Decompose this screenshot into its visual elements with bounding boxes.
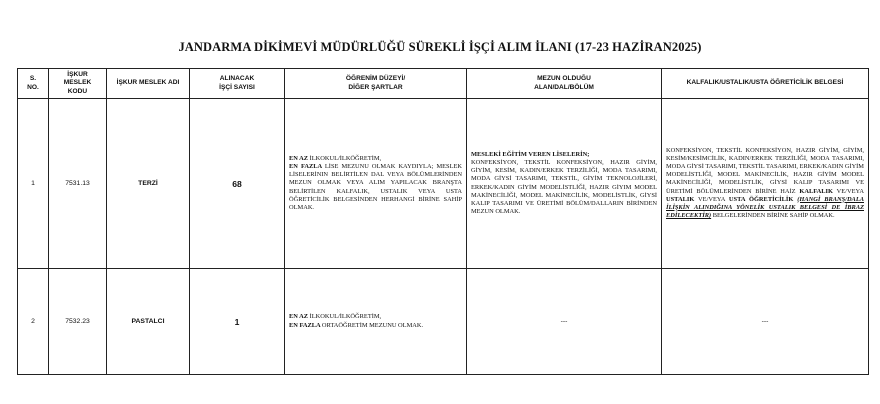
row-mezun: ---	[467, 269, 662, 375]
row-meslek-adi: TERZİ	[107, 99, 190, 269]
header-meslek-adi: İŞKUR MESLEK ADI	[107, 69, 190, 99]
document-title: JANDARMA DİKİMEVİ MÜDÜRLÜĞÜ SÜREKLİ İŞÇİ ALIM İLANI (17-23 HAZİRAN2025)	[178, 40, 702, 54]
header-ogrenim: ÖĞRENİM DÜZEYİ/ DİĞER ŞARTLAR	[285, 69, 467, 99]
table-row	[18, 269, 869, 375]
row-belge: KONFEKSİYON, TEKSTİL KONFEKSİYON, HAZIR GİYİM, GİYİM, KESİM/KESİMCİLİK, KADIN/ERKEK TERZİLİĞİ, MODA TASARIMI, MODA GİYSİ TASARIMI, TEKSTİL TASARIMI, ERKEK/KADIN GİYİM MODELİSTLİĞİ, MODEL MAKİNECİLİK, HAZIR GİYİM MODEL MAKİNECİLİĞİ, MODELİSTLİK, GİYSİ KALIP TASARIMI VE ÜRETİMİ BÖLÜMLERİNDEN BİRİNE HAİZ KALFALIK VE/VEYA USTALIK VE/VEYA USTA ÖĞRETİCİLİK (HANGİ BRANŞ/DALA İLİŞKİN ALINDIĞINA YÖNELİK USTALIK BELGESİ DE İBRAZ EDİLECEKTİR) BELGELERİNDEN BİRİNE SAHİP OLMAK.	[662, 99, 869, 269]
row-belge: ---	[662, 269, 869, 375]
row-ogrenim: EN AZ İLKOKUL/İLKÖĞRETİM, EN FAZLA ORTAÖĞRETİM MEZUNU OLMAK.	[285, 269, 467, 375]
belge-note: (HANGİ BRANŞ/DALA İLİŞKİN ALINDIĞINA YÖNELİK USTALIK BELGESİ DE İBRAZ EDİLECEKTİR)	[666, 195, 864, 219]
row-mezun: MESLEKİ EĞİTİM VEREN LİSELERİN; KONFEKSİYON, TEKSTİL KONFEKSİYON, HAZIR GİYİM, GİYİM, KESİM, KADIN/ERKEK TERZİLİĞİ, MODA TASARIMI, MODA GİYSİ TASARIMI, TEKSTİL, GİYİM TEKNOLOJİLERİ, ERKEK/KADIN GİYİM MODELİSTLİĞİ, HAZIR GİYIM MODEL MAKİNECİLİĞİ, MODEL MAKİNECİLİK, MODELİSTLİK, GİYSİ KALIP TASARIMI VE ÜRETİMİ BÖLÜM/DALLARIN BİRİNDEN MEZUN OLMAK.	[467, 99, 662, 269]
header-sno: S. NO.	[18, 69, 49, 99]
row-meslek-kodu: 7532.23	[49, 269, 107, 375]
header-isci-sayisi: ALINACAK İŞÇİ SAYISI	[190, 69, 285, 99]
row-sno: 1	[18, 99, 49, 269]
table-header-row	[18, 69, 869, 99]
header-meslek-kodu: İŞKUR MESLEK KODU	[49, 69, 107, 99]
header-mezun: MEZUN OLDUĞU ALAN/DAL/BÖLÜM	[467, 69, 662, 99]
row-ogrenim: EN AZ İLKOKUL/İLKÖĞRETİM, EN FAZLA LİSE MEZUNU OLMAK KAYDIYLA; MESLEK LİSELERİNIN BELİRTİLEN DAL VEYA BÖLÜMLERİNDEN MEZUN OLMAK VEYA ALIM YAPILACAK BRANŞTA BELİRTİLEN KALFALIK, USTALIK VEYA USTA ÖĞRETİCİLİK BELGESİNDEN HERHANGİ BİRİNE SAHİP OLMAK.	[285, 99, 467, 269]
row-sno: 2	[18, 269, 49, 375]
row-meslek-adi: PASTALCI	[107, 269, 190, 375]
row-meslek-kodu: 7531.13	[49, 99, 107, 269]
table-row	[18, 99, 869, 269]
job-listing-table	[17, 68, 869, 375]
row-isci-sayisi: 68	[190, 99, 285, 269]
header-belge: KALFALIK/USTALIK/USTA ÖĞRETİCİLİK BELGESİ	[662, 69, 869, 99]
row-isci-sayisi: 1	[190, 269, 285, 375]
